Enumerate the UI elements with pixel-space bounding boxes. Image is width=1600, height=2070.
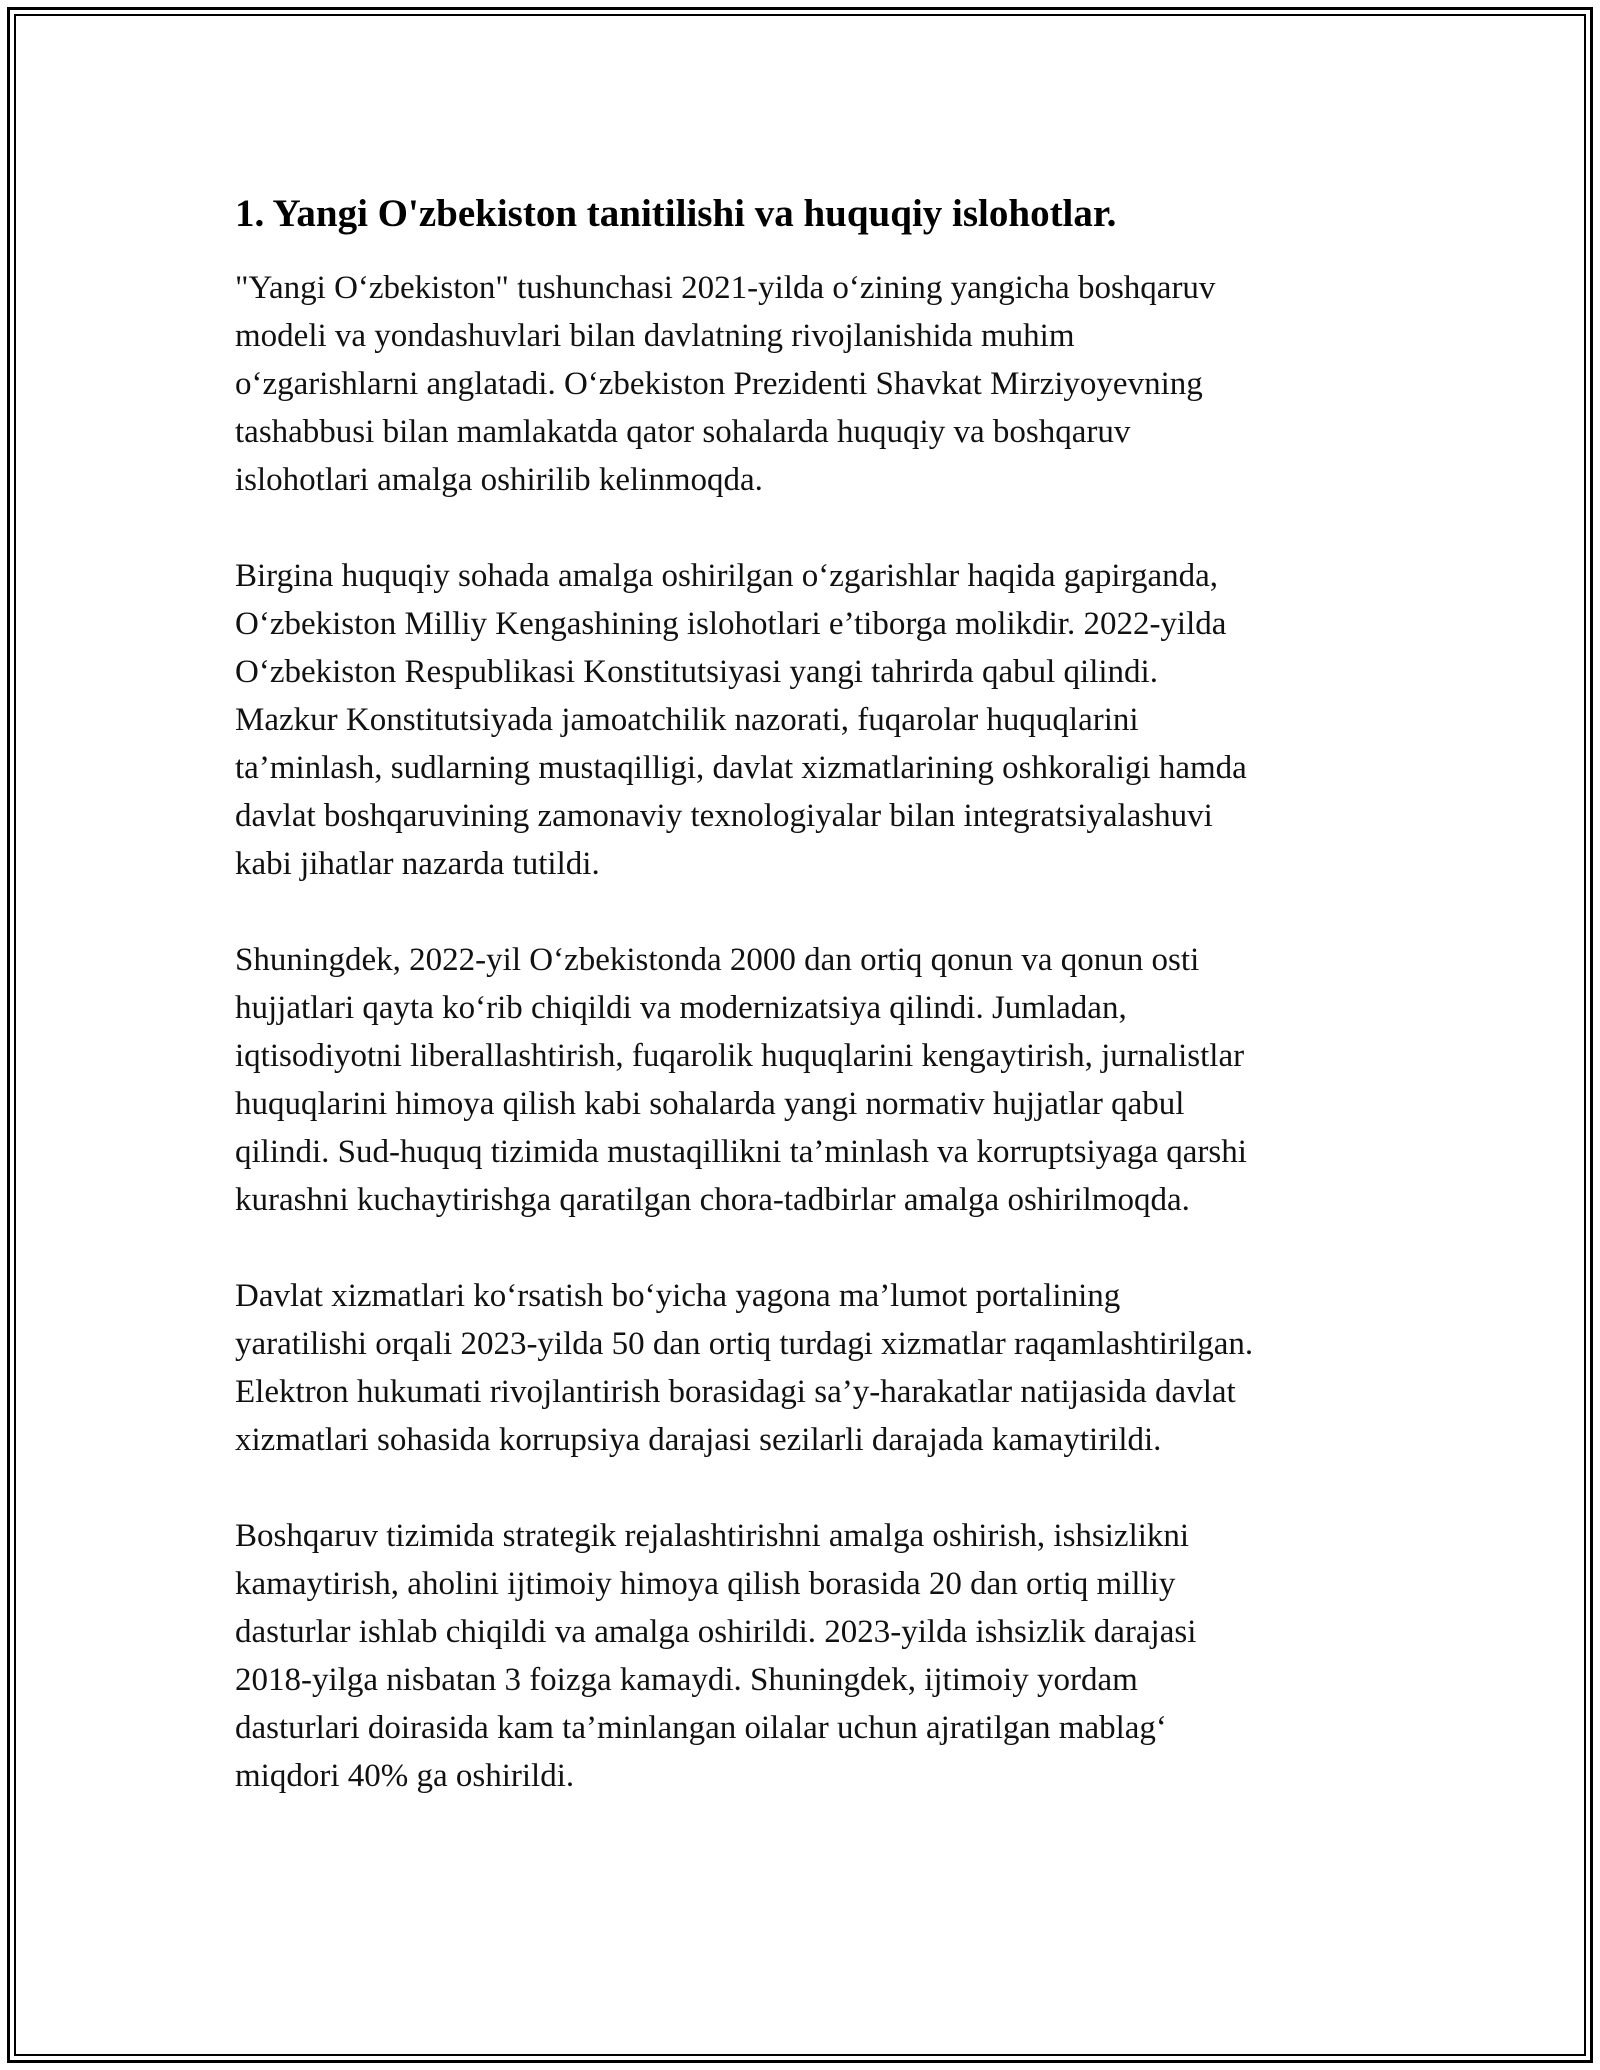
paragraph-line: hujjatlari qayta ko‘rib chiqildi va modernizatsiya qilindi. Jumladan, — [235, 990, 1127, 1026]
paragraph-line: "Yangi O‘zbekiston" tushunchasi 2021-yilda o‘zining yangicha boshqaruv — [235, 270, 1216, 306]
paragraph-5 — [235, 1512, 1400, 1800]
paragraph-4 — [235, 1272, 1400, 1464]
paragraph-line: Boshqaruv tizimida strategik rejalashtirishni amalga oshirish, ishsizlikni — [235, 1518, 1190, 1554]
paragraph-line: Shuningdek, 2022-yil O‘zbekistonda 2000 dan ortiq qonun va qonun osti — [235, 942, 1200, 978]
paragraph-line: modeli va yondashuvlari bilan davlatning rivojlanishida muhim — [235, 318, 1075, 354]
paragraph-line: Birgina huquqiy sohada amalga oshirilgan o‘zgarishlar haqida gapirganda, — [235, 558, 1219, 594]
paragraph-line: kamaytirish, aholini ijtimoiy himoya qilish borasida 20 dan ortiq milliy — [235, 1566, 1176, 1602]
paragraph-line: huquqlarini himoya qilish kabi sohalarda yangi normativ hujjatlar qabul — [235, 1086, 1185, 1122]
paragraph-line: Davlat xizmatlari ko‘rsatish bo‘yicha yagona ma’lumot portalining — [235, 1278, 1121, 1314]
paragraph-line: iqtisodiyotni liberallashtirish, fuqarolik huquqlarini kengaytirish, jurnalistlar — [235, 1038, 1245, 1074]
paragraph-3 — [235, 936, 1400, 1224]
paragraph-line: miqdori 40% ga oshirildi. — [235, 1758, 575, 1794]
paragraph-line: yaratilishi orqali 2023-yilda 50 dan ortiq turdagi xizmatlar raqamlashtirilgan. — [235, 1326, 1254, 1362]
paragraph-line: O‘zbekiston Milliy Kengashining islohotlari e’tiborga molikdir. 2022-yilda — [235, 606, 1227, 642]
paragraph-line: O‘zbekiston Respublikasi Konstitutsiyasi yangi tahrirda qabul qilindi. — [235, 654, 1158, 690]
paragraph-line: tashabbusi bilan mamlakatda qator sohalarda huquqiy va boshqaruv — [235, 414, 1131, 450]
document-body — [235, 188, 1400, 1848]
section-title: 1. Yangi O'zbekiston tanitilishi va huquqiy islohotlar. — [235, 192, 1117, 235]
paragraph-line: dasturlari doirasida kam ta’minlangan oilalar uchun ajratilgan mablag‘ — [235, 1710, 1167, 1746]
paragraph-line: 2018-yilga nisbatan 3 foizga kamaydi. Shuningdek, ijtimoiy yordam — [235, 1662, 1138, 1698]
paragraph-line: Elektron hukumati rivojlantirish borasidagi sa’y-harakatlar natijasida davlat — [235, 1374, 1236, 1410]
paragraph-line: ta’minlash, sudlarning mustaqilligi, davlat xizmatlarining oshkoraligi hamda — [235, 750, 1247, 786]
paragraph-line: davlat boshqaruvining zamonaviy texnologiyalar bilan integratsiyalashuvi — [235, 798, 1213, 834]
paragraph-line: islohotlari amalga oshirilib kelinmoqda. — [235, 462, 763, 498]
paragraph-line: kabi jihatlar nazarda tutildi. — [235, 846, 600, 882]
paragraph-line: o‘zgarishlarni anglatadi. O‘zbekiston Prezidenti Shavkat Mirziyoyevning — [235, 366, 1203, 402]
paragraph-line: Mazkur Konstitutsiyada jamoatchilik nazorati, fuqarolar huquqlarini — [235, 702, 1139, 738]
paragraph-2 — [235, 552, 1400, 888]
paragraph-line: xizmatlari sohasida korrupsiya darajasi sezilarli darajada kamaytirildi. — [235, 1422, 1162, 1458]
paragraph-line: qilindi. Sud-huquq tizimida mustaqillikni ta’minlash va korruptsiyaga qarshi — [235, 1134, 1247, 1170]
paragraph-line: kurashni kuchaytirishga qaratilgan chora-tadbirlar amalga oshirilmoqda. — [235, 1182, 1190, 1218]
paragraph-line: dasturlar ishlab chiqildi va amalga oshirildi. 2023-yilda ishsizlik darajasi — [235, 1614, 1197, 1650]
paragraph-1 — [235, 264, 1400, 504]
